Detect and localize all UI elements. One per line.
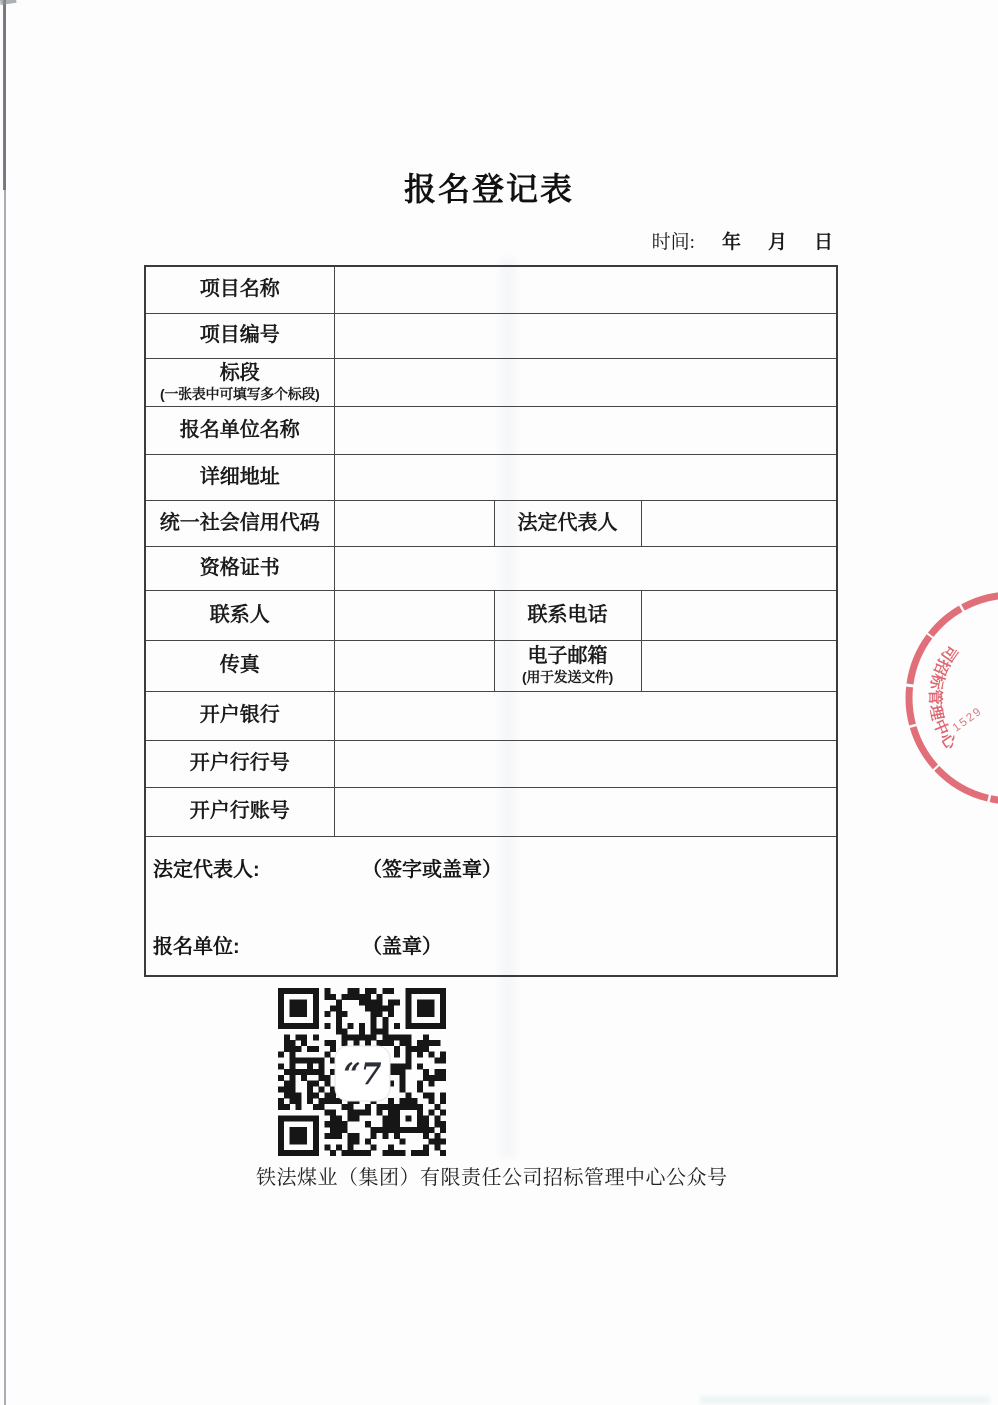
legal-rep-signature-note: （签字或盖章） [362,858,502,881]
table-row-credit-code [145,500,837,546]
address-input-cell [334,454,837,500]
svg-text:司招标管理中心 [926,642,962,753]
fax-label: 传真 [145,640,334,691]
applicant-seal-note: （盖章） [362,935,442,958]
applicant-name-label: 报名单位名称 [145,406,334,454]
table-row-project-name [145,266,837,313]
qualification-label: 资格证书 [145,546,334,590]
scan-corner-artifact [0,0,17,5]
credit-code-input-cell [334,500,494,546]
table-row-applicant-name [145,406,837,454]
page-title: 报名登记表 [403,171,574,207]
legal-rep-label: 法定代表人 [494,500,641,546]
bank-branch-input-cell [334,740,837,787]
bid-section-input-cell [334,358,837,406]
applicant-name-input-cell [334,406,837,454]
date-year-label: 年 [721,232,741,253]
qr-code [276,988,448,1156]
signature-block [145,836,837,976]
fax-input-cell [334,640,494,691]
qr-logo [276,988,448,1156]
bid-section-label-main: 标段 [219,361,260,384]
contact-phone-label: 联系电话 [494,590,641,640]
qr-logo-glyph: “7 [343,1057,382,1092]
stamp-number: 1529 [950,704,985,735]
table-row-bank-name [145,691,837,740]
email-label [494,640,641,691]
date-day-label: 日 [813,232,833,253]
table-row-bank-branch [145,740,837,787]
contact-person-input-cell [334,590,494,640]
scan-edge-line-dark [3,0,6,190]
scan-edge-line [4,0,6,1405]
table-row-signature [145,836,837,976]
red-seal-stamp [872,580,998,810]
project-name-label: 项目名称 [145,266,334,313]
table-row-qualification [145,546,837,590]
table-row-address [145,454,837,500]
contact-phone-input-cell [641,590,837,640]
stamp-arc-text: 司招标管理中心 [925,641,961,754]
email-label-sub: (用于发送文件) [522,669,613,686]
applicant-seal-label: 报名单位: [153,935,240,958]
bid-section-label [145,358,334,406]
legal-rep-input-cell [641,500,837,546]
table-row-project-number [145,313,837,358]
qr-caption: 铁法煤业（集团）有限责任公司招标管理中心公众号 [256,1167,728,1189]
stamp-ring [909,595,998,801]
credit-code-label: 统一社会信用代码 [145,500,334,546]
legal-rep-signature-label: 法定代表人: [153,858,260,881]
project-number-label: 项目编号 [145,313,334,358]
email-input-cell [641,640,837,691]
scan-smudge [700,1396,990,1404]
bank-account-label: 开户行账号 [145,787,334,836]
address-label: 详细地址 [145,454,334,500]
bank-name-input-cell [334,691,837,740]
date-month-label: 月 [767,232,787,253]
table-row-bid-section [145,358,837,406]
date-line [652,227,833,254]
email-label-main: 电子邮箱 [527,645,608,668]
qualification-input-cell [334,546,837,590]
project-name-input-cell [334,266,837,313]
bank-account-input-cell [334,787,837,836]
table-row-fax-email [145,640,837,691]
project-number-input-cell [334,313,837,358]
table-row-contact [145,590,837,640]
table-row-bank-account [145,787,837,836]
bank-branch-label: 开户行行号 [145,740,334,787]
bid-section-label-sub: (一张表中可填写多个标段) [160,385,320,402]
registration-form-table [144,265,838,977]
bank-name-label: 开户银行 [145,691,334,740]
contact-person-label: 联系人 [145,590,334,640]
date-label: 时间: [651,232,695,253]
